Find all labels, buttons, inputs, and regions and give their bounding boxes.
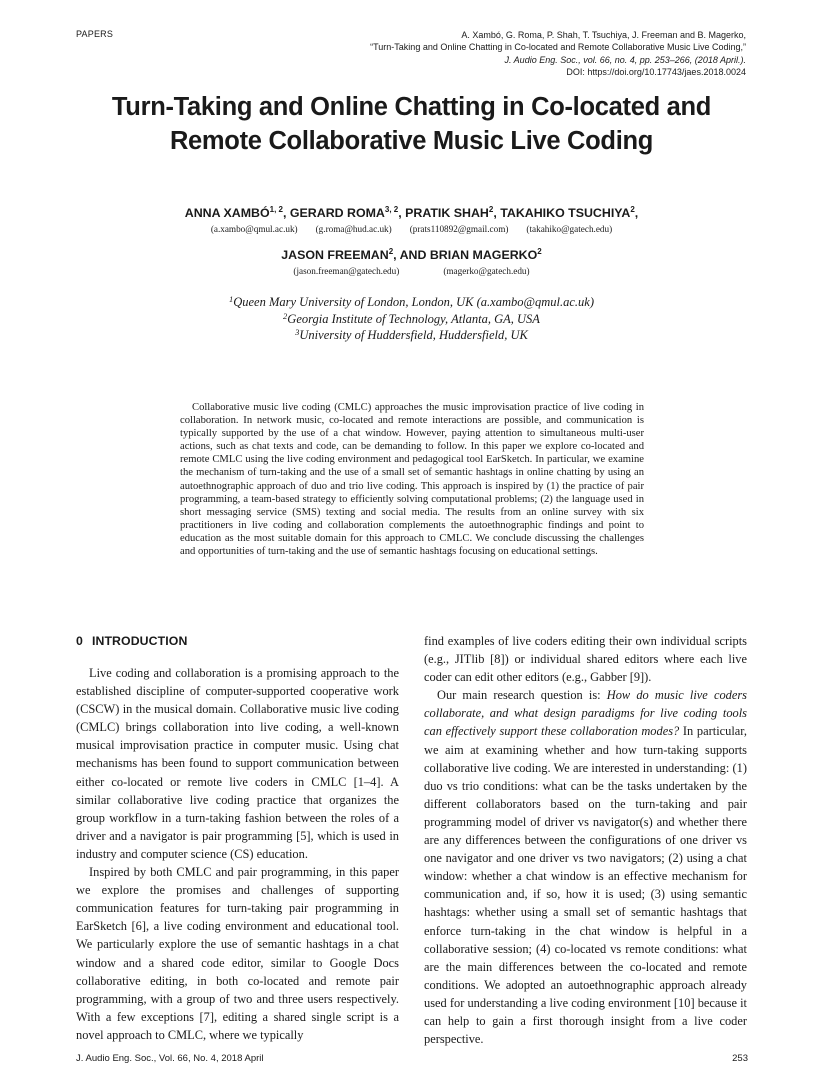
affiliation-item (40, 294, 783, 311)
affiliation-text: Queen Mary University of London, London, UK (a.xambo@qmul.ac.uk) (233, 295, 594, 309)
affiliation-text: Georgia Institute of Technology, Atlanta, GA, USA (287, 311, 540, 326)
paper-title (40, 90, 783, 158)
running-header-section: PAPERS (76, 29, 114, 39)
author-affiliation-mark: 2 (537, 247, 542, 256)
abstract: Collaborative music live coding (CMLC) approaches the music improvisation practice of live coding in collaboration. In network music, co-located and remote interactions are possible, and communication is typically supported by the use of a chat window. However, paying attention to simultaneous multi-user actions, such as chat texts and code, can be demanding to follow. In this paper we explore co-located and remote CMLC using the live coding environment and pedagogical tool EarSketch. In particular, we examine the mechanism of turn-taking and the use of a small set of semantic hashtags in online chatting by using an autoethnographic approach of duo and trio live coding. This approach is inspired by (1) the practice of pair programming, a team-based strategy to efficiently solving computational problems; (2) the language used in short messaging service (SMS) texting and social media. The results from an online survey with six practitioners in live coding and collaboration complements the autoethnographic findings and point to education as the most suitable domain for this approach to CMLC. We conclude discussing the challenges and opportunities of turn-taking and the use of semantic hashtags focusing on educational settings. (180, 402, 644, 558)
affiliation-mark: 1 (228, 294, 234, 304)
citation-title: “Turn-Taking and Online Chatting in Co-located and Remote Collaborative Music Live Coding,” (370, 42, 746, 53)
author-emails-row-1 (40, 224, 783, 234)
author-name: JASON FREEMAN (281, 248, 389, 262)
author-separator: , (493, 206, 501, 220)
running-header-citation (306, 29, 746, 78)
author-list-row-2 (40, 248, 783, 262)
author-separator: , (398, 206, 406, 220)
research-question: How do music live coders collaborate, and what design paradigms for live coding tools can effectively support these collaboration modes? (424, 688, 747, 739)
footer-journal: J. Audio Eng. Soc., Vol. 66, No. 4, 2018 April (76, 1053, 264, 1064)
page-number: 253 (732, 1053, 748, 1064)
author-name: TAKAHIKO TSUCHIYA (500, 206, 631, 220)
body-paragraph: Inspired by both CMLC and pair programming, in this paper we explore the promises and challenges of supporting communication features for turn-taking pair programming in EarSketch [6], a live coding environment and educational tool. We particularly explore the use of semantic hashtags in a chat window and a shared code editor, similar to Google Docs collaborative editing, in both co-located and remote pair programming, with a group of two and three users respectively. With a few exceptions [7], editing a shared single script is a novel approach to CMLC, where we typically (76, 865, 399, 1042)
author-list-row-1 (40, 206, 783, 220)
affiliation-item (40, 327, 783, 344)
author-separator: , (634, 206, 639, 220)
body-column-left (76, 664, 399, 1044)
author-separator: , AND (393, 248, 430, 262)
author-name: PRATIK SHAH (405, 206, 489, 220)
author-affiliation-mark: 2 (388, 247, 394, 256)
title-line-2: Remote Collaborative Music Live Coding (169, 127, 654, 155)
author-affiliation-mark: 1, 2 (269, 205, 283, 214)
research-question-details: In particular, we aim at examining whether and how turn-taking supports collaborative live coding. We are interested in understanding: (1) duo vs trio conditions: what can be the tasks undertaken by the different collaborators based on the turn-taking and pair programming model of driver vs navigator(s) and whether there are any differences between the configurations of one driver vs one navigator and one driver vs two navigators; (2) using a chat window: whether a chat window is an effective mechanism for communication and, if so, how it is used; (3) using semantic hashtags: whether using a small set of semantic hashtags that enforce turn-taking in the chat window is helpful in a collaborative session; (4) co-located vs remote conditions: what are the main differences between the co-located and remote conditions. We adopted an autoethnographic approach already used for understanding a live coding environment [10] because it can help to gain a first thorough insight from a live coder perspective. (424, 724, 747, 1047)
author-name: GERARD ROMA (289, 206, 385, 220)
author-affiliation-mark: 2 (488, 205, 494, 214)
section-title: INTRODUCTION (91, 634, 188, 648)
affiliations (40, 294, 783, 344)
affiliation-item (40, 311, 783, 328)
author-email: (g.roma@hud.ac.uk) (315, 224, 392, 234)
citation-authors: A. Xambó, G. Roma, P. Shah, T. Tsuchiya, J. Freeman and B. Magerko, (461, 30, 746, 40)
author-email: (prats110892@gmail.com) (409, 224, 509, 234)
affiliation-mark: 2 (283, 310, 288, 321)
body-paragraph-continued: find examples of live coders editing their own individual scripts (e.g., JITlib [8]) or individual shared editors where each live coder can edit other editors (e.g., Gabber [9]). (424, 634, 747, 685)
body-paragraph (424, 686, 747, 1048)
affiliation-text: University of Huddersfield, Huddersfield, UK (299, 328, 528, 343)
author-affiliation-mark: 2 (630, 205, 635, 214)
body-paragraph: Live coding and collaboration is a promising approach to the established discipline of computer-supported cooperative work (CSCW) in the musical domain. Collaborative music live coding (CMLC) brings collaboration into live coding, a well-known musical improvisation practice in computer music. Using chat mechanisms has been found to support communication between either co-located or remote live coders in CMLC [1–4]. A similar collaborative live coding practice that organizes the group workflow in a turn-taking fashion between the roles of a driver and a navigator is pair programming [5], which is used in industry and computer science (CS) education. (76, 666, 399, 861)
author-email: (a.xambo@qmul.ac.uk) (210, 224, 298, 234)
author-separator: , (283, 206, 290, 220)
body-column-right (424, 632, 747, 1048)
author-email: (jason.freeman@gatech.edu) (293, 266, 400, 276)
research-question-lead: Our main research question is: (437, 688, 607, 703)
affiliation-mark: 3 (295, 327, 300, 338)
citation-doi: DOI: https://doi.org/10.17743/jaes.2018.0024 (566, 66, 746, 77)
author-emails-row-2 (40, 266, 783, 276)
author-email: (takahiko@gatech.edu) (526, 224, 613, 234)
author-email: (magerko@gatech.edu) (443, 266, 530, 276)
author-affiliation-mark: 3, 2 (384, 205, 399, 214)
title-line-1: Turn-Taking and Online Chatting in Co-located and (111, 93, 712, 121)
citation-journal: J. Audio Eng. Soc., vol. 66, no. 4, pp. 253–266, (2018 April.). (504, 54, 746, 65)
section-heading (76, 634, 187, 648)
author-name: BRIAN MAGERKO (429, 248, 538, 262)
author-name: ANNA XAMBÓ (184, 206, 270, 220)
section-number: 0 (76, 634, 83, 648)
